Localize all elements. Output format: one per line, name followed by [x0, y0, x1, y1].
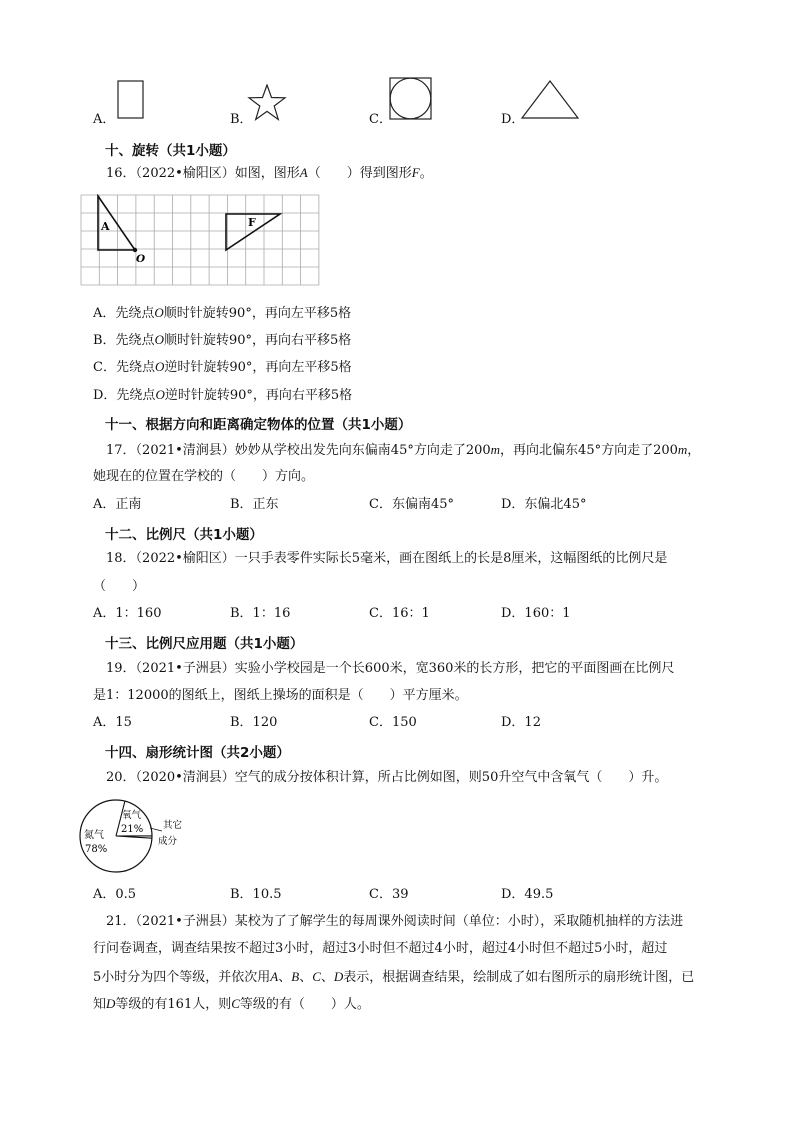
- q20-option-c: C．39: [369, 887, 409, 902]
- grid-lines: [81, 195, 319, 285]
- q20-option-a: A．0.5: [93, 887, 137, 902]
- pie-label-other-2: 成分: [158, 836, 178, 847]
- label-o: O: [136, 253, 146, 265]
- q19-option-b: B．120: [230, 715, 278, 730]
- question-20-line1: 20．（2020•清涧县）空气的成分按体积计算，所占比例如图，则50升空气中含氧气（ ）升。: [106, 770, 668, 785]
- section-heading-scale: 十二、比例尺（共1小题）: [105, 527, 263, 543]
- question-21-line3: 5小时分为四个等级，并依次用A、B、C、D表示，根据调查结果，绘制成了如右图所示的扇形统计图，已: [93, 969, 695, 985]
- option-b-label: B．: [230, 112, 253, 127]
- q18-option-a: A．1：160: [93, 606, 162, 621]
- question-17-line1: 17．（2021•清涧县）妙妙从学校出发先向东偏南45°方向走了200m，再向北偏东45°方向走了200m，: [106, 442, 701, 458]
- section-heading-pie-chart: 十四、扇形统计图（共2小题）: [105, 745, 290, 761]
- option-d-label: D．: [501, 112, 525, 127]
- option-c-label: C．: [369, 112, 392, 127]
- option-a-label: A．: [93, 112, 116, 127]
- q20-option-b: B．10.5: [230, 887, 282, 902]
- q19-option-a: A．15: [93, 715, 132, 730]
- point-o: [133, 248, 137, 252]
- q20-option-d: D．49.5: [501, 887, 554, 902]
- pie-value-nitrogen: 78%: [85, 844, 108, 855]
- square-with-circle-figure: [388, 76, 434, 122]
- section-heading-scale-application: 十三、比例尺应用题（共1小题）: [105, 636, 304, 652]
- q16-option-c: C．先绕点O逆时针旋转90°，再向左平移5格: [93, 359, 352, 375]
- q19-option-d: D．12: [501, 715, 541, 730]
- rectangle-figure: [116, 79, 146, 121]
- question-18-line1: 18．（2022•榆阳区）一只手表零件实际长5毫米，画在图纸上的长是8厘米，这幅图纸的比例尺是: [106, 551, 668, 566]
- q17-option-b: B．正东: [230, 497, 279, 512]
- question-18-line2: （ ）: [93, 579, 146, 594]
- question-19-line1: 19．（2021•子洲县）实验小学校园是一个长600米，宽360米的长方形，把它的平面图画在比例尺: [106, 661, 675, 676]
- air-composition-pie-chart: [76, 796, 196, 876]
- triangle-figure: [520, 79, 580, 121]
- question-17-line2: 她现在的位置在学校的（ ）方向。: [93, 469, 315, 484]
- q16-option-d: D．先绕点O逆时针旋转90°，再向右平移5格: [93, 387, 353, 403]
- q18-option-d: D．160：1: [501, 606, 571, 621]
- pie-label-nitrogen: 氮气: [84, 830, 104, 841]
- question-21-line2: 行问卷调查，调查结果按不超过3小时，超过3小时但不超过4小时，超过4小时但不超过5小时，超过: [93, 941, 668, 956]
- q16-option-b: B．先绕点O顺时针旋转90°，再向右平移5格: [93, 332, 352, 348]
- question-19-line2: 是1：12000的图纸上，图纸上操场的面积是（ ）平方厘米。: [93, 688, 468, 703]
- pie-label-oxygen: 氧气: [122, 810, 142, 821]
- star-figure: [247, 84, 287, 122]
- q17-option-d: D．东偏北45°: [501, 497, 587, 512]
- q16-option-a: A．先绕点O顺时针旋转90°，再向左平移5格: [93, 305, 352, 321]
- label-f: F: [248, 216, 256, 229]
- q18-option-c: C．16：1: [369, 606, 430, 621]
- section-heading-rotation: 十、旋转（共1小题）: [105, 143, 236, 159]
- section-heading-direction: 十一、根据方向和距离确定物体的位置（共1小题）: [105, 417, 412, 433]
- rotation-grid-figure: [80, 194, 322, 286]
- pie-label-other-1: 其它: [163, 820, 183, 831]
- q17-option-c: C．东偏南45°: [369, 497, 454, 512]
- question-21-line1: 21．（2021•子洲县）某校为了了解学生的每周课外阅读时间（单位：小时），采取随机抽样的方法进: [106, 914, 684, 929]
- question-16-stem: 16．（2022•榆阳区）如图，图形A（ ）得到图形F。: [106, 165, 433, 181]
- q17-option-a: A．正南: [93, 497, 142, 512]
- q19-option-c: C．150: [369, 715, 417, 730]
- q18-option-b: B．1：16: [230, 606, 291, 621]
- label-a: A: [101, 220, 110, 233]
- pie-value-oxygen: 21%: [121, 824, 144, 835]
- question-21-line4: 知D等级的有161人，则C等级的有（ ）人。: [93, 996, 370, 1012]
